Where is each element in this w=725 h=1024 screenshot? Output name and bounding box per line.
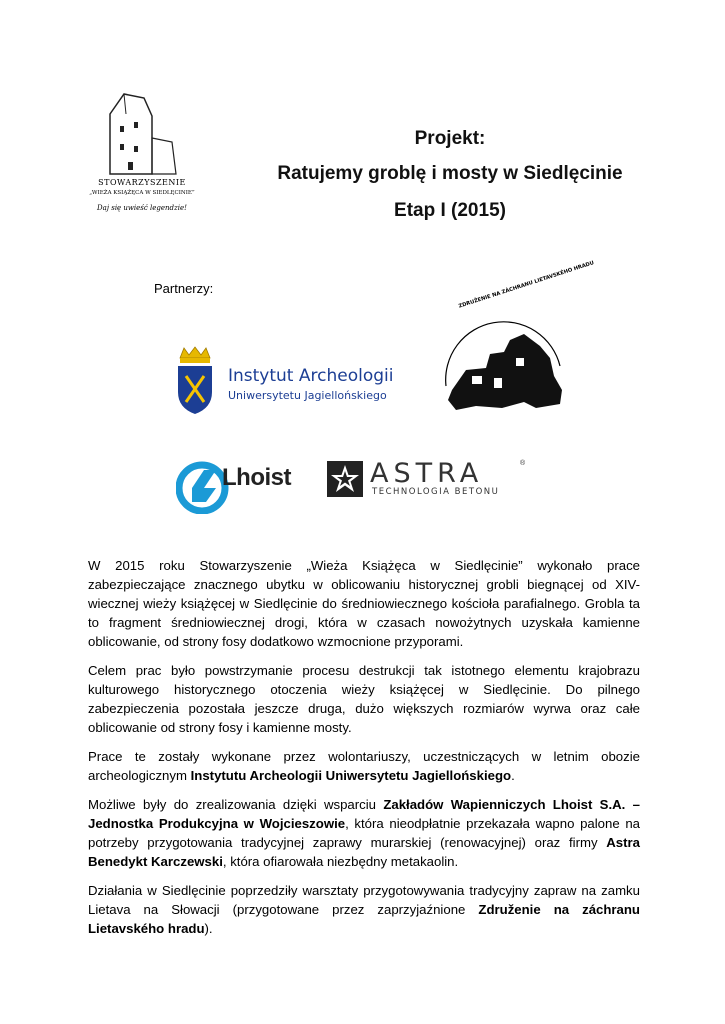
- lietava-mention: Združenie na záchranu Lietavského hradu: [88, 902, 640, 936]
- iauj-name: Instytut Archeologii: [228, 366, 394, 386]
- lietava-logo: [432, 260, 595, 424]
- project-label: Projekt:: [414, 128, 486, 149]
- astra-registered-mark: ®: [520, 460, 526, 467]
- association-logo: [86, 86, 196, 218]
- paragraph-3: Prace te zostały wykonane przez wolontariuszy, uczestniczących w letnim obozie archeologicznym Instytutu Archeologii Uniwersytetu Jagiellońskiego.: [88, 749, 640, 783]
- astra-mention: Astra Benedykt Karczewski: [88, 835, 640, 869]
- lhoist-logo: [176, 458, 306, 518]
- iauj-logo: [174, 346, 414, 418]
- astra-subtitle: TECHNOLOGIA BETONU: [372, 487, 500, 497]
- body-text: [88, 556, 640, 948]
- partners-label: Partnerzy:: [154, 281, 214, 296]
- tower-icon: [86, 86, 196, 218]
- association-name: STOWARZYSZENIE: [98, 178, 186, 187]
- lietava-name: ZDRUŽENIE NA ZÁCHRANU LIETAVSKÉHO HRADU: [458, 260, 595, 310]
- paragraph-4: Możliwe były do zrealizowania dzięki wsparciu Zakładów Wapienniczych Lhoist S.A. – Jednostka Produkcyjna w Wojcieszowie, która nieodpłatnie przekazała wapno palone na potrzeby przygotowania tradycyjnej zaprawy murarskiej (renowacyjnej) oraz firmy Astra Benedykt Karczewski, która ofiarowała niezbędny metakaolin.: [88, 797, 640, 869]
- astra-star-icon: [326, 460, 364, 498]
- astra-name: ASTRA: [370, 458, 484, 489]
- astra-logo: [326, 460, 532, 500]
- lhoist-mention: Zakładów Wapienniczych Lhoist S.A. – Jednostka Produkcyjna w Wojcieszowie: [88, 797, 640, 831]
- iauj-mention: Instytutu Archeologii Uniwersytetu Jagiellońskiego: [190, 768, 512, 783]
- lhoist-name: Lhoist: [222, 464, 291, 491]
- crown-shield-icon: [174, 346, 216, 416]
- project-stage: Etap I (2015): [394, 200, 506, 221]
- iauj-university: Uniwersytetu Jagiellońskiego: [228, 389, 387, 402]
- project-title: Ratujemy groblę i mosty w Siedlęcinie: [277, 163, 623, 184]
- paragraph-2: Celem prac było powstrzymanie procesu destrukcji tak istotnego elementu krajobrazu kulturowego historycznego otoczenia wieży książęcej w Siedlęcinie. Do pilnego zabezpieczenia pozostała jeszcze druga, dużo większych rozmiarów wyrwa oraz całe oblicowanie od strony fosy i kamienne mosty.: [88, 663, 640, 735]
- paragraph-5: Działania w Siedlęcinie poprzedziły warsztaty przygotowywania tradycyjny zapraw na zamku Lietava na Słowacji (przygotowane przez zaprzyjaźnione Združenie na záchranu Lietavského hradu).: [88, 883, 640, 936]
- association-subname: „WIEŻA KSIĄŻĘCA W SIEDLĘCINIE”: [89, 190, 195, 196]
- association-motto: Daj się uwieść legendzie!: [97, 204, 187, 212]
- castle-ruin-icon: [432, 306, 574, 424]
- paragraph-1: W 2015 roku Stowarzyszenie „Wieża Książęca w Siedlęcinie” wykonało prace zabezpieczające znacznego ubytku w oblicowaniu historycznej grobli biegnącej od XIV-wiecznej wieży książęcej w Siedlęcinie do średniowiecznego kościoła parafialnego. Grobla ta to fragment średniowiecznej drogi, która w czasach nowożytnych uzyskała kamienne oblicowanie, od strony fosy dodatkowo wzmocnione przyporami.: [88, 558, 640, 649]
